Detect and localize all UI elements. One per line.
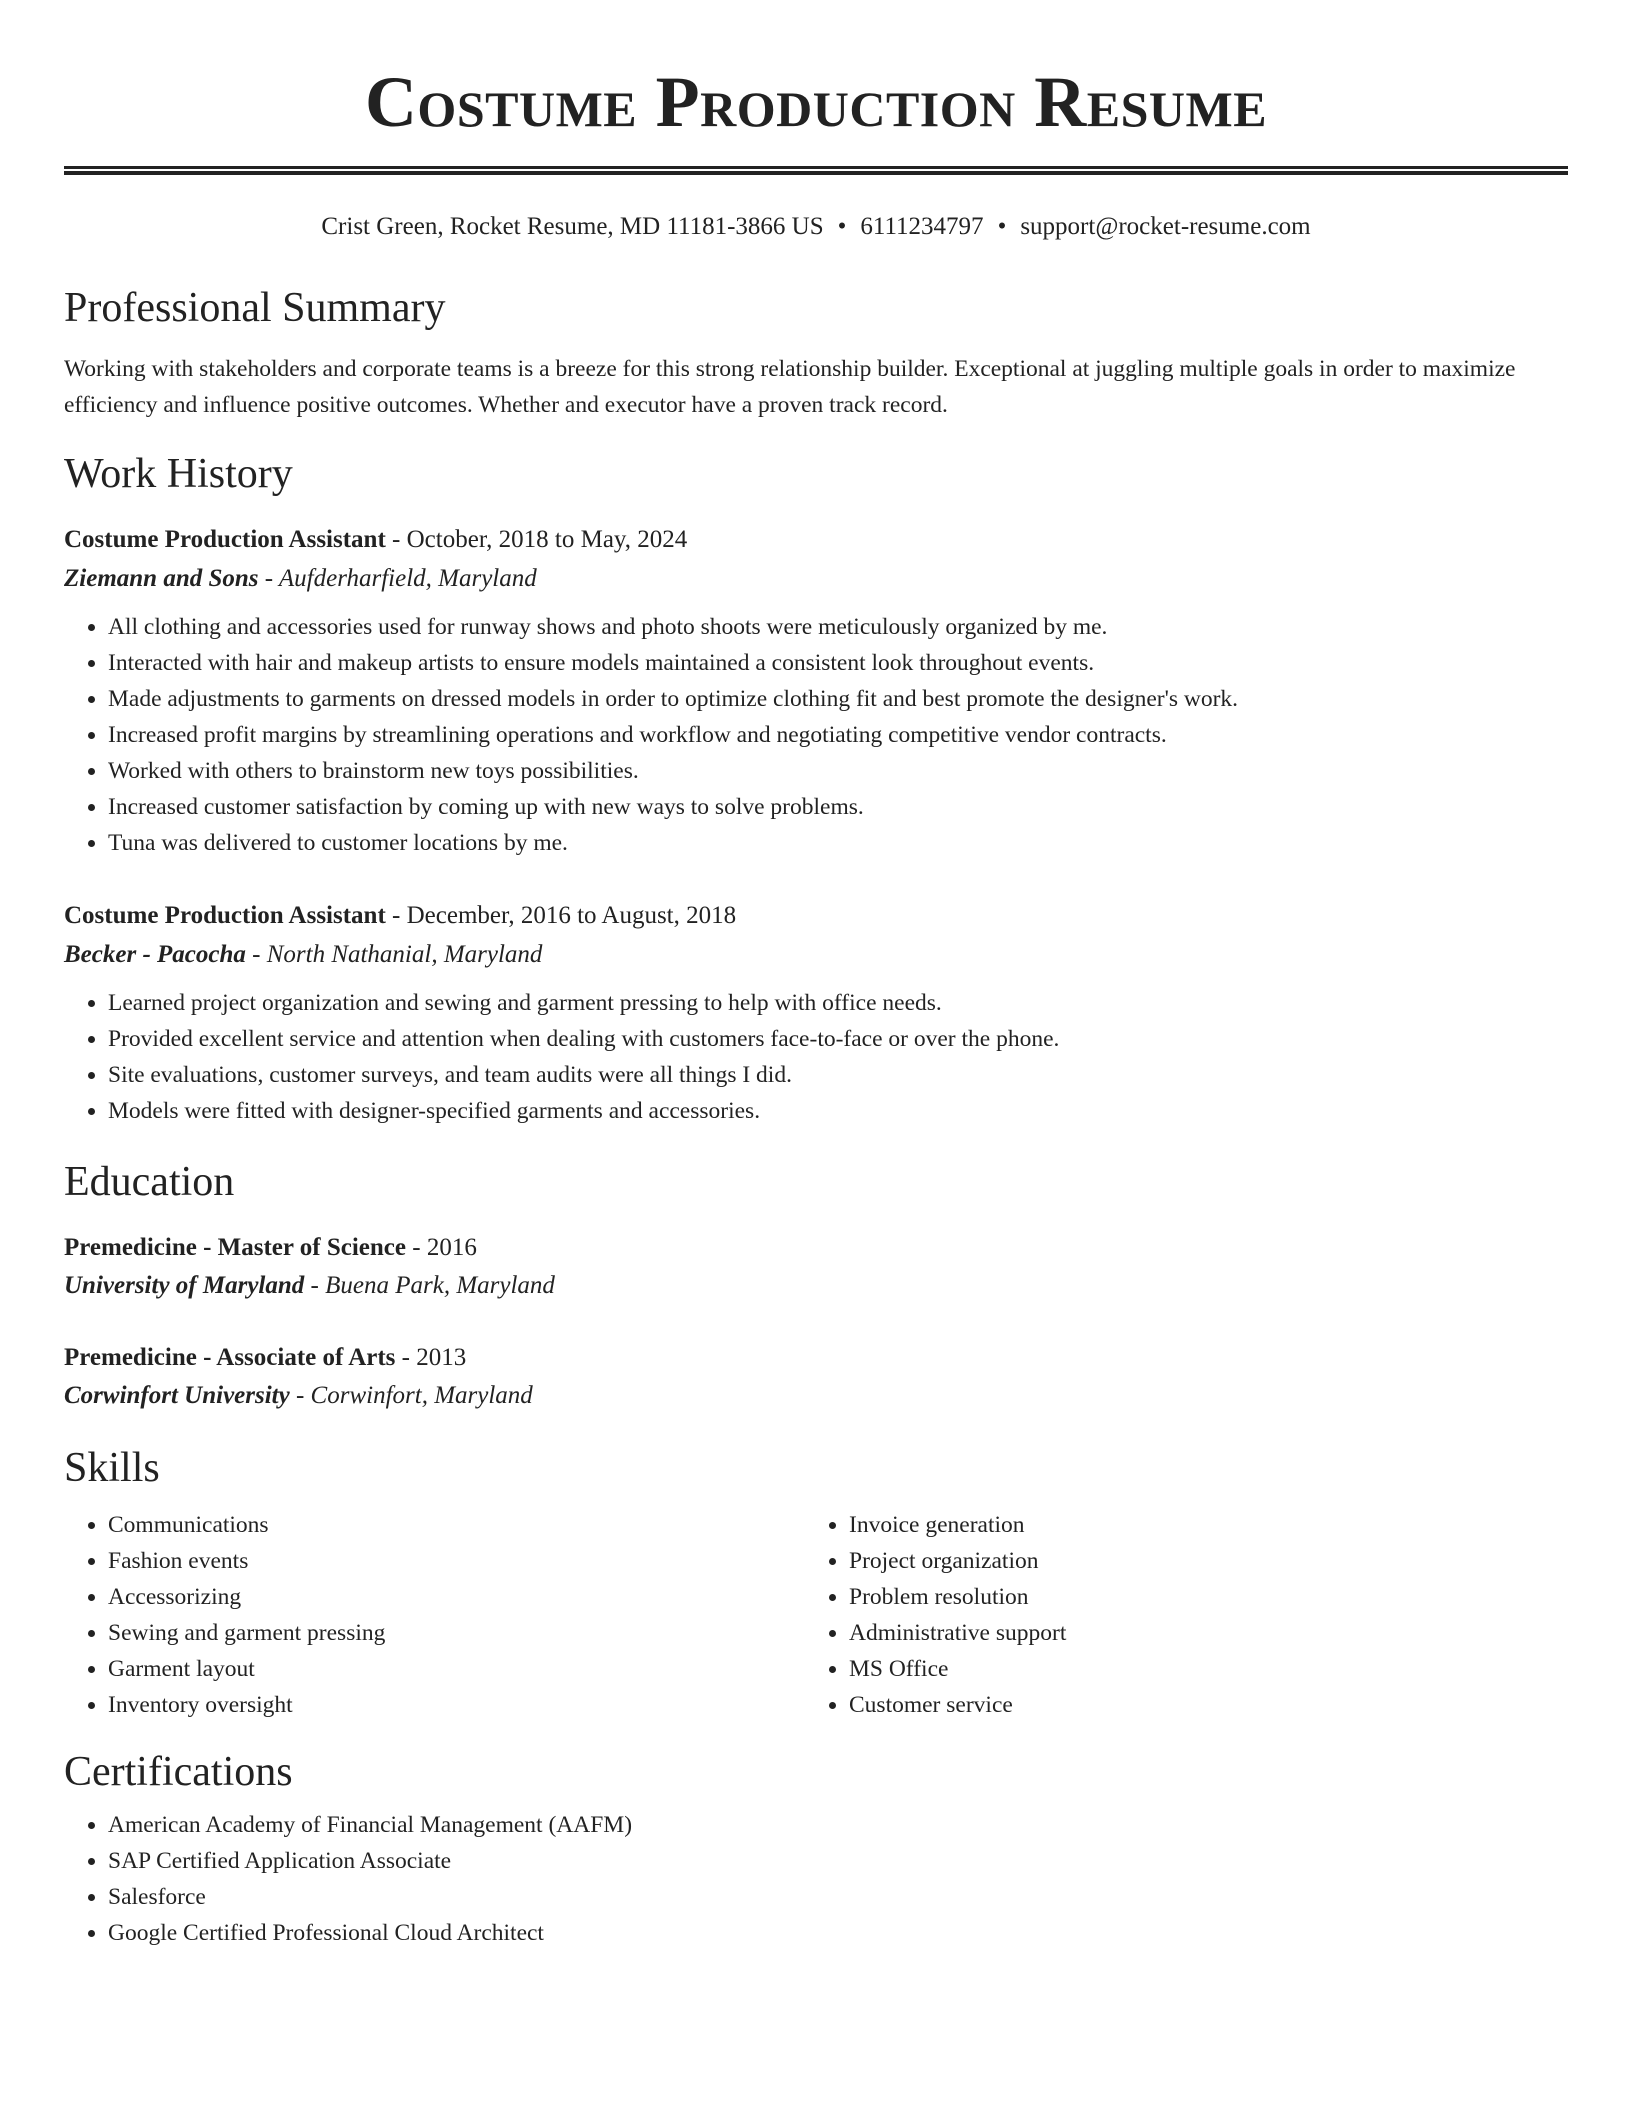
list-item: • Problem resolution — [849, 1579, 1546, 1615]
list-item: • Salesforce — [108, 1879, 1568, 1915]
degree-line — [64, 1229, 1568, 1267]
school-line — [64, 1377, 1568, 1415]
list-item: • Made adjustments to garments on dressed models in order to optimize clothing fit and best promote the designer's work. — [108, 681, 1568, 717]
list-item: • Worked with others to brainstorm new toys possibilities. — [108, 753, 1568, 789]
school-location: - Buena Park, Maryland — [304, 1272, 555, 1299]
list-item: • Project organization — [849, 1543, 1546, 1579]
list-item: • Invoice generation — [849, 1507, 1546, 1543]
list-item: • Learned project organization and sewing and garment pressing to help with office needs. — [108, 985, 1568, 1021]
certifications-heading: Certifications — [64, 1749, 293, 1795]
list-item: • American Academy of Financial Management (AAFM) — [108, 1807, 1568, 1843]
title-divider — [64, 166, 1568, 175]
summary-text: Working with stakeholders and corporate teams is a breeze for this strong relationship builder. Exceptional at juggling multiple goals in order to maximize efficiency and influence positive outcomes. Whether and executor have a proven track record. — [64, 356, 1516, 418]
school: University of Maryland — [64, 1272, 305, 1299]
contact-email: support@rocket-resume.com — [1020, 213, 1311, 240]
job-location: - Aufderharfield, Maryland — [258, 565, 537, 592]
list-item: • Increased customer satisfaction by coming up with new ways to solve problems. — [108, 789, 1568, 825]
school: Corwinfort University — [64, 1382, 290, 1409]
list-item: • Fashion events — [108, 1543, 805, 1579]
contact-line — [64, 211, 1568, 243]
job-entry — [64, 521, 1568, 861]
degree-line — [64, 1339, 1568, 1377]
list-item: • Tuna was delivered to customer locations by me. — [108, 825, 1568, 861]
skills-columns — [64, 1507, 1568, 1723]
education-heading: Education — [64, 1159, 235, 1205]
job-duties-list — [64, 609, 1568, 861]
list-item: • Communications — [108, 1507, 805, 1543]
job-title-line — [64, 521, 1568, 559]
work-history-heading: Work History — [64, 451, 293, 497]
degree-year: - 2013 — [395, 1344, 467, 1371]
list-item: • Models were fitted with designer-specified garments and accessories. — [108, 1093, 1568, 1129]
list-item: • Administrative support — [849, 1615, 1546, 1651]
list-item: • MS Office — [849, 1651, 1546, 1687]
list-item: • Sewing and garment pressing — [108, 1615, 805, 1651]
skills-heading: Skills — [64, 1445, 160, 1491]
list-item: • Provided excellent service and attention when dealing with customers face-to-face or over the phone. — [108, 1021, 1568, 1057]
contact-separator: • — [997, 213, 1007, 240]
education-entry — [64, 1339, 1568, 1415]
contact-separator: • — [837, 213, 847, 240]
contact-address: Crist Green, Rocket Resume, MD 11181-3866 US — [321, 213, 824, 240]
job-duties-list — [64, 985, 1568, 1129]
list-item: • Customer service — [849, 1687, 1546, 1723]
education-entry — [64, 1229, 1568, 1305]
list-item: • Interacted with hair and makeup artists to ensure models maintained a consistent look throughout events. — [108, 645, 1568, 681]
job-title: Costume Production Assistant — [64, 526, 386, 553]
degree: Premedicine - Master of Science — [64, 1234, 407, 1261]
job-location: - North Nathanial, Maryland — [245, 941, 543, 968]
job-company-line — [64, 559, 1568, 599]
list-item: • Increased profit margins by streamlining operations and workflow and negotiating competitive vendor contracts. — [108, 717, 1568, 753]
summary-heading: Professional Summary — [64, 285, 446, 331]
skills-list-right — [805, 1507, 1546, 1723]
school-location: - Corwinfort, Maryland — [289, 1382, 533, 1409]
job-company: Becker - Pacocha — [64, 941, 246, 968]
resume-title: Costume Production Resume — [364, 62, 1268, 142]
list-item: • SAP Certified Application Associate — [108, 1843, 1568, 1879]
degree-year: - 2016 — [406, 1234, 477, 1261]
job-title-line — [64, 897, 1568, 935]
job-company: Ziemann and Sons — [64, 565, 259, 592]
list-item: • Garment layout — [108, 1651, 805, 1687]
list-item: • All clothing and accessories used for runway shows and photo shoots were meticulously organized by me. — [108, 609, 1568, 645]
certifications-list — [64, 1807, 1568, 1951]
list-item: • Site evaluations, customer surveys, and team audits were all things I did. — [108, 1057, 1568, 1093]
degree: Premedicine - Associate of Arts — [64, 1344, 396, 1371]
list-item: • Inventory oversight — [108, 1687, 805, 1723]
contact-phone: 6111234797 — [860, 213, 984, 240]
school-line — [64, 1267, 1568, 1305]
list-item: • Google Certified Professional Cloud Architect — [108, 1915, 1568, 1951]
job-dates: - October, 2018 to May, 2024 — [385, 526, 688, 553]
job-dates: - December, 2016 to August, 2018 — [385, 902, 737, 929]
list-item: • Accessorizing — [108, 1579, 805, 1615]
skills-list-left — [64, 1507, 805, 1723]
job-title: Costume Production Assistant — [64, 902, 386, 929]
job-company-line — [64, 935, 1568, 975]
job-entry — [64, 897, 1568, 1129]
